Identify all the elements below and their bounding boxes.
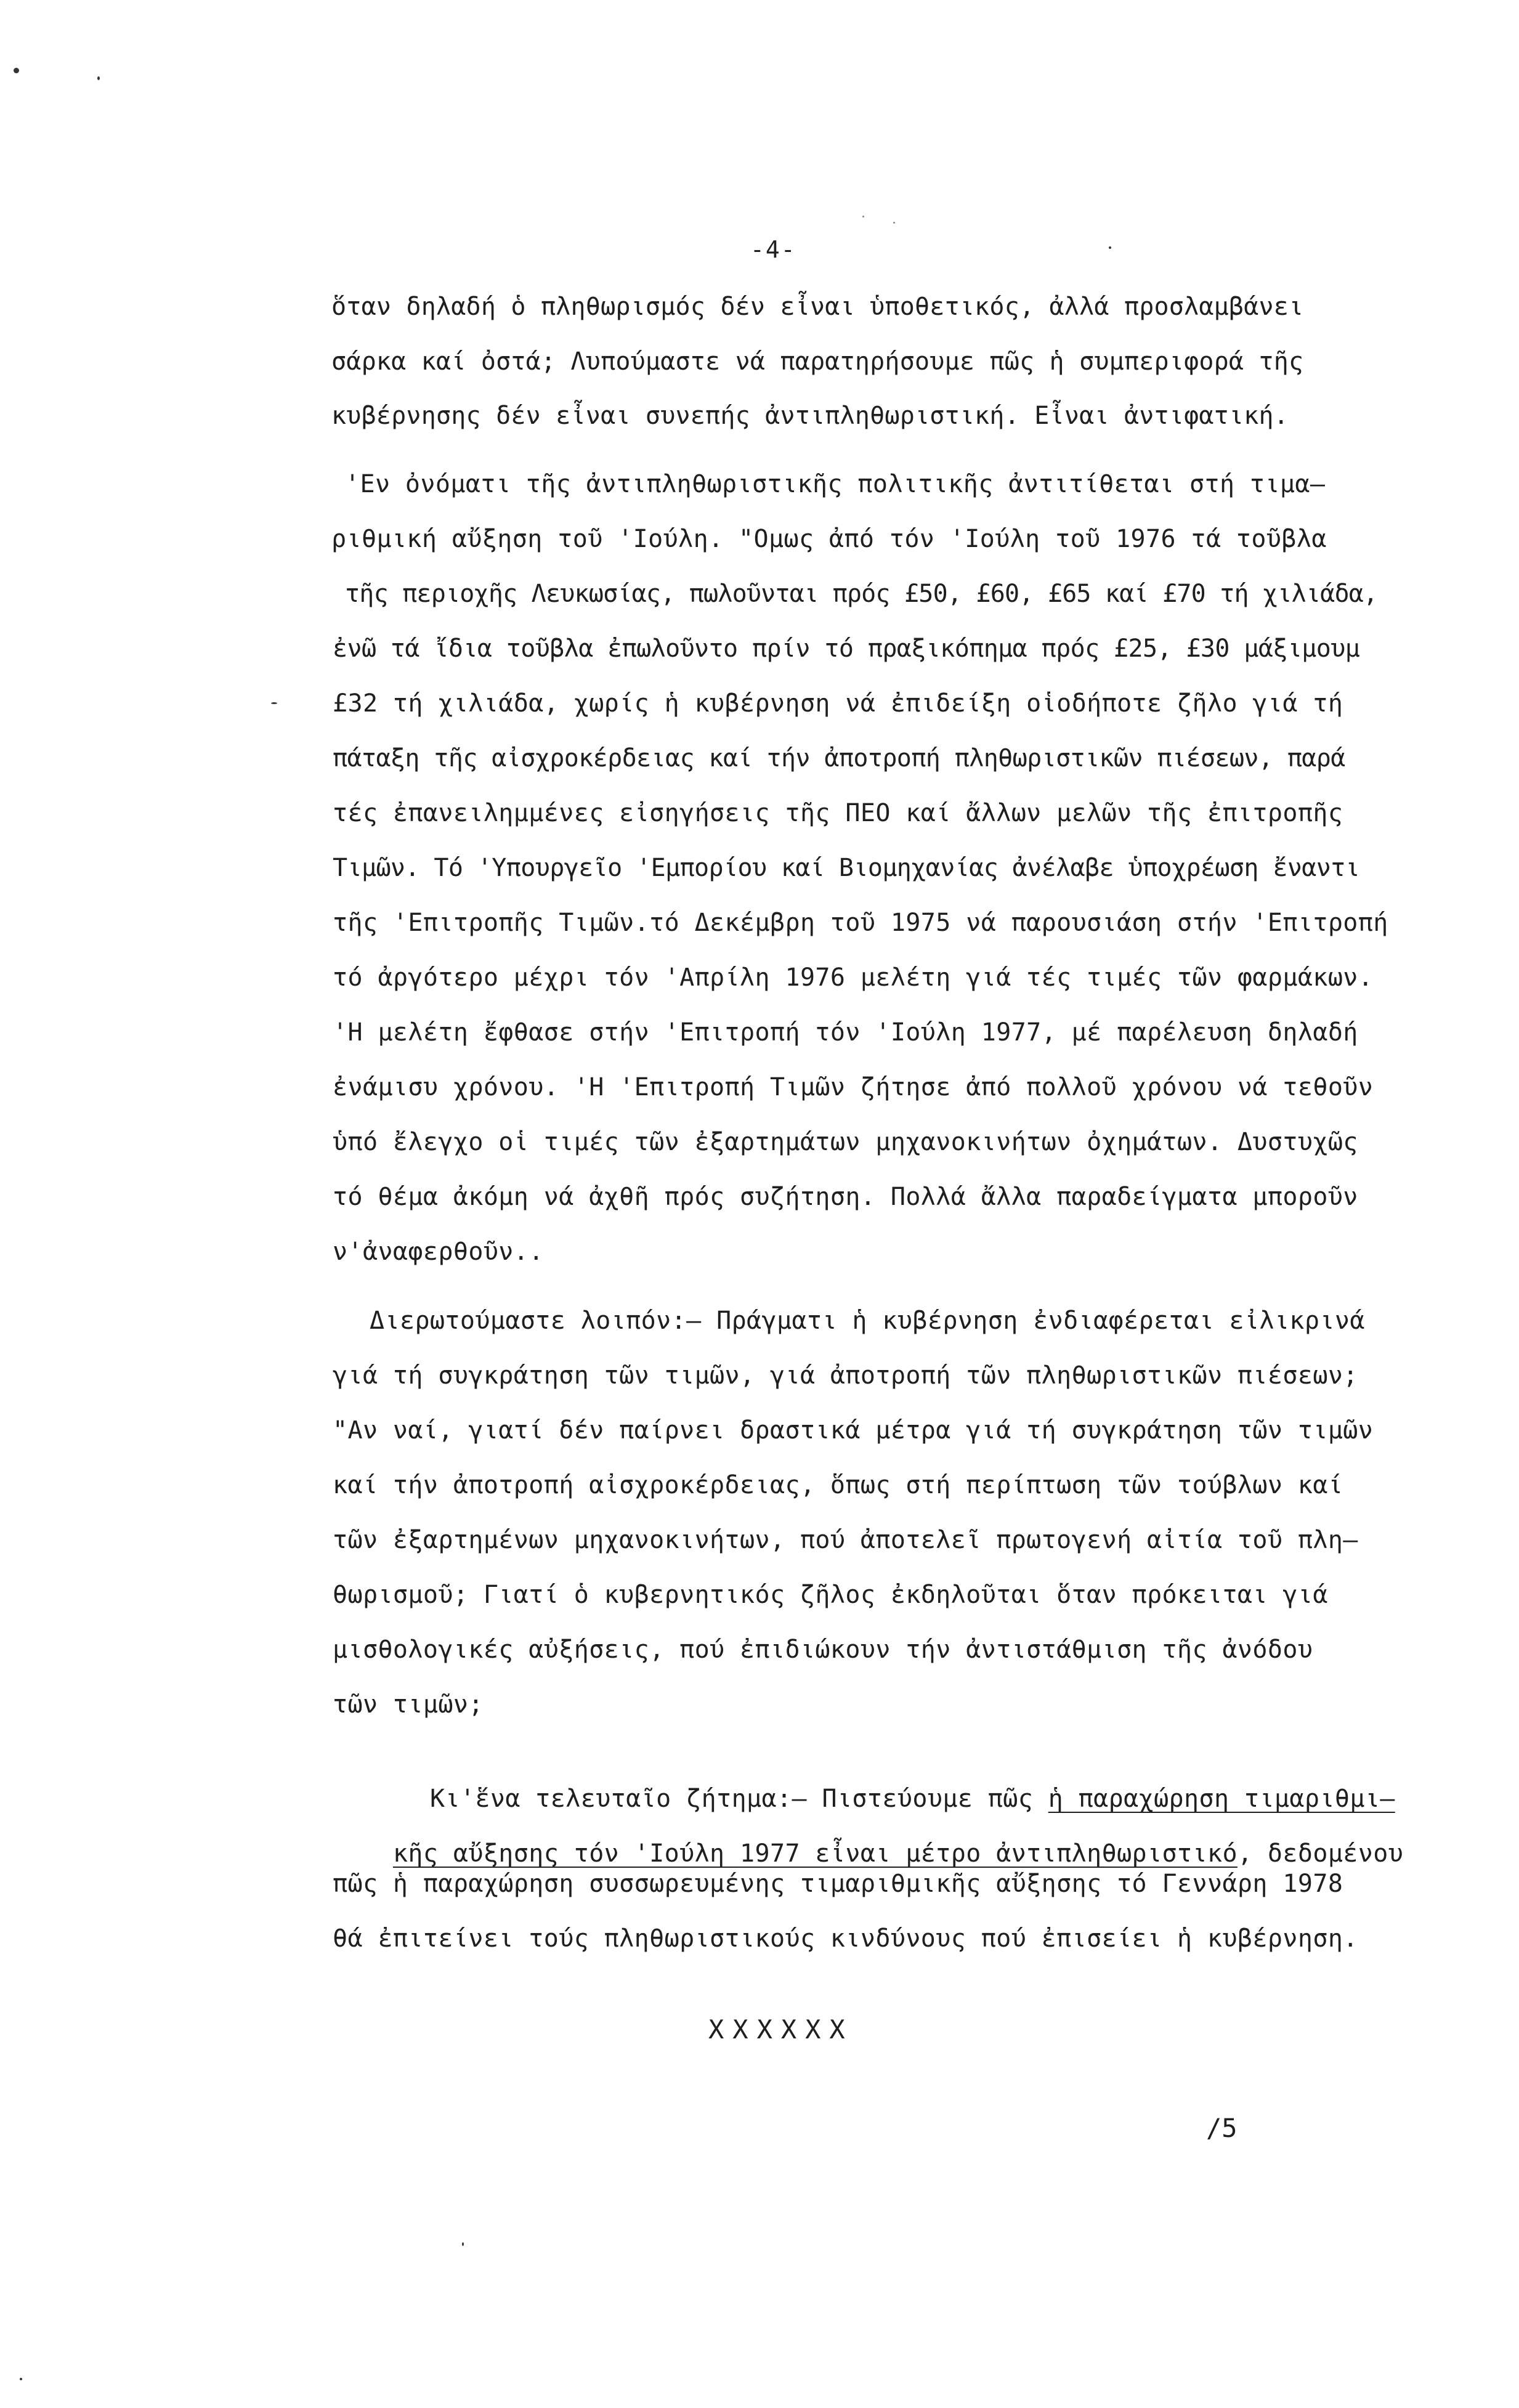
text-line: τῆς 'Επιτροπῆς Τιμῶν.τό Δεκέμβρη τοῦ 1975 νά παρουσιάση στήν 'Επιτροπή [333, 909, 1388, 937]
scan-speck [14, 68, 19, 73]
text-line: 'Εν ὀνόματι τῆς ἀντιπληθωριστικῆς πολιτικῆς ἀντιτίθεται στή τιμα– [345, 470, 1326, 498]
underlined-phrase: κῆς αὔξησης τόν 'Ιούλη 1977 εἶναι μέτρο ἀντιπληθωριστικό [392, 1839, 1237, 1868]
text-line: ὑπό ἔλεγχο οἱ τιμές τῶν ἐξαρτημάτων μηχανοκινήτων ὀχημάτων. Δυστυχῶς [333, 1128, 1358, 1156]
text-line: τῆς περιοχῆς Λευκωσίας, πωλοῦνται πρός £50, £60, £65 καί £70 τή χιλιάδα, [345, 580, 1378, 608]
text-line: ἐνῶ τά ἴδια τοῦβλα ἐπωλοῦντο πρίν τό πραξικόπημα πρός £25, £30 μάξιμουμ [333, 634, 1360, 663]
text-line: πάταξη τῆς αἰσχροκέρδειας καί τήν ἀποτροπή πληθωριστικῶν πιέσεων, παρά [333, 744, 1345, 772]
scan-speck [893, 222, 895, 224]
section-end-mark: XXXXXX [708, 2014, 854, 2045]
scan-speck [1109, 246, 1111, 249]
text-line: ριθμική αὔξηση τοῦ 'Ιούλη. "Ομως ἀπό τόν 'Ιούλη τοῦ 1976 τά τοῦβλα [331, 525, 1327, 553]
text-line: τῶν τιμῶν; [333, 1690, 484, 1719]
text-line: Διερωτούμαστε λοιπόν:– Πράγματι ἡ κυβέρνηση ἐνδιαφέρεται εἰλικρινά [370, 1307, 1365, 1335]
text-line: ὅταν δηλαδή ὁ πληθωρισμός δέν εἶναι ὑποθετικός, ἀλλά προσλαμβάνει [331, 293, 1304, 321]
text-line: 'Η μελέτη ἔφθασε στήν 'Επιτροπή τόν 'Ιούλη 1977, μέ παρέλευση δηλαδή [333, 1018, 1358, 1047]
text-line: καί τήν ἀποτροπή αἰσχροκέρδειας, ὅπως στή περίπτωση τῶν τούβλων καί [333, 1471, 1343, 1499]
next-page-marker: /5 [1206, 2113, 1237, 2143]
text-line: τό θέμα ἀκόμη νά ἀχθῆ πρός συζήτηση. Πολλά ἄλλα παραδείγματα μποροῦν [333, 1183, 1358, 1211]
text-line: γιά τή συγκράτηση τῶν τιμῶν, γιά ἀποτροπή τῶν πληθωριστικῶν πιέσεων; [333, 1361, 1358, 1390]
text-line: θά ἐπιτείνει τούς πληθωριστικούς κινδύνους πού ἐπισείει ἡ κυβέρνηση. [333, 1924, 1358, 1953]
line-text: , δεδομένου [1237, 1839, 1404, 1868]
text-line: μισθολογικές αὐξήσεις, πού ἐπιδιώκουν τήν ἀντιστάθμιση τῆς ἀνόδου [333, 1636, 1313, 1664]
line-text: Κι'ἕνα τελευταῖο ζήτημα:– Πιστεύουμε πῶς [429, 1785, 1048, 1813]
text-line: θωρισμοῦ; Γιατί ὁ κυβερνητικός ζῆλος ἐκδηλοῦται ὅταν πρόκειται γιά [333, 1581, 1328, 1609]
text-line: σάρκα καί ὀστά; Λυπούμαστε νά παρατηρήσουμε πῶς ἡ συμπεριφορά τῆς [331, 347, 1304, 376]
underlined-phrase: ἡ παραχώρηση τιμαριθμι– [1048, 1785, 1395, 1813]
text-line: £32 τή χιλιάδα, χωρίς ἡ κυβέρνηση νά ἐπιδείξη οἱοδήποτε ζῆλο γιά τή [333, 689, 1343, 718]
scan-speck [862, 216, 864, 217]
scan-speck [462, 2242, 464, 2246]
text-line: τό ἀργότερο μέχρι τόν 'Απρίλη 1976 μελέτη γιά τές τιμές τῶν φαρμάκων. [333, 963, 1374, 992]
text-line: πῶς ἡ παραχώρηση συσσωρευμένης τιμαριθμικῆς αὔξησης τό Γεννάρη 1978 [333, 1870, 1343, 1898]
text-line: τές ἐπανειλημμένες εἰσηγήσεις τῆς ΠΕΟ καί ἄλλων μελῶν τῆς ἐπιτροπῆς [333, 799, 1343, 827]
text-line: Τιμῶν. Τό 'Υπουργεῖο 'Εμπορίου καί Βιομηχανίας ἀνέλαβε ὑποχρέωση ἔναντι [333, 854, 1360, 882]
text-line: "Αν ναί, γιατί δέν παίρνει δραστικά μέτρα γιά τή συγκράτηση τῶν τιμῶν [333, 1416, 1374, 1445]
scan-speck [20, 2378, 22, 2380]
text-line: ἐνάμισυ χρόνου. 'Η 'Επιτροπή Τιμῶν ζήτησε ἀπό πολλοῦ χρόνου νά τεθοῦν [333, 1073, 1374, 1101]
text-line: ν'ἀναφερθοῦν.. [333, 1238, 544, 1266]
text-line: κυβέρνησης δέν εἶναι συνεπής ἀντιπληθωριστική. Εἶναι ἀντιφατική. [331, 402, 1289, 430]
page-number: -4- [750, 236, 796, 263]
text-line: τῶν ἐξαρτημένων μηχανοκινήτων, πού ἀποτελεῖ πρωτογενή αἰτία τοῦ πλη– [333, 1526, 1358, 1554]
scan-speck [97, 76, 100, 80]
scan-speck [271, 702, 277, 704]
